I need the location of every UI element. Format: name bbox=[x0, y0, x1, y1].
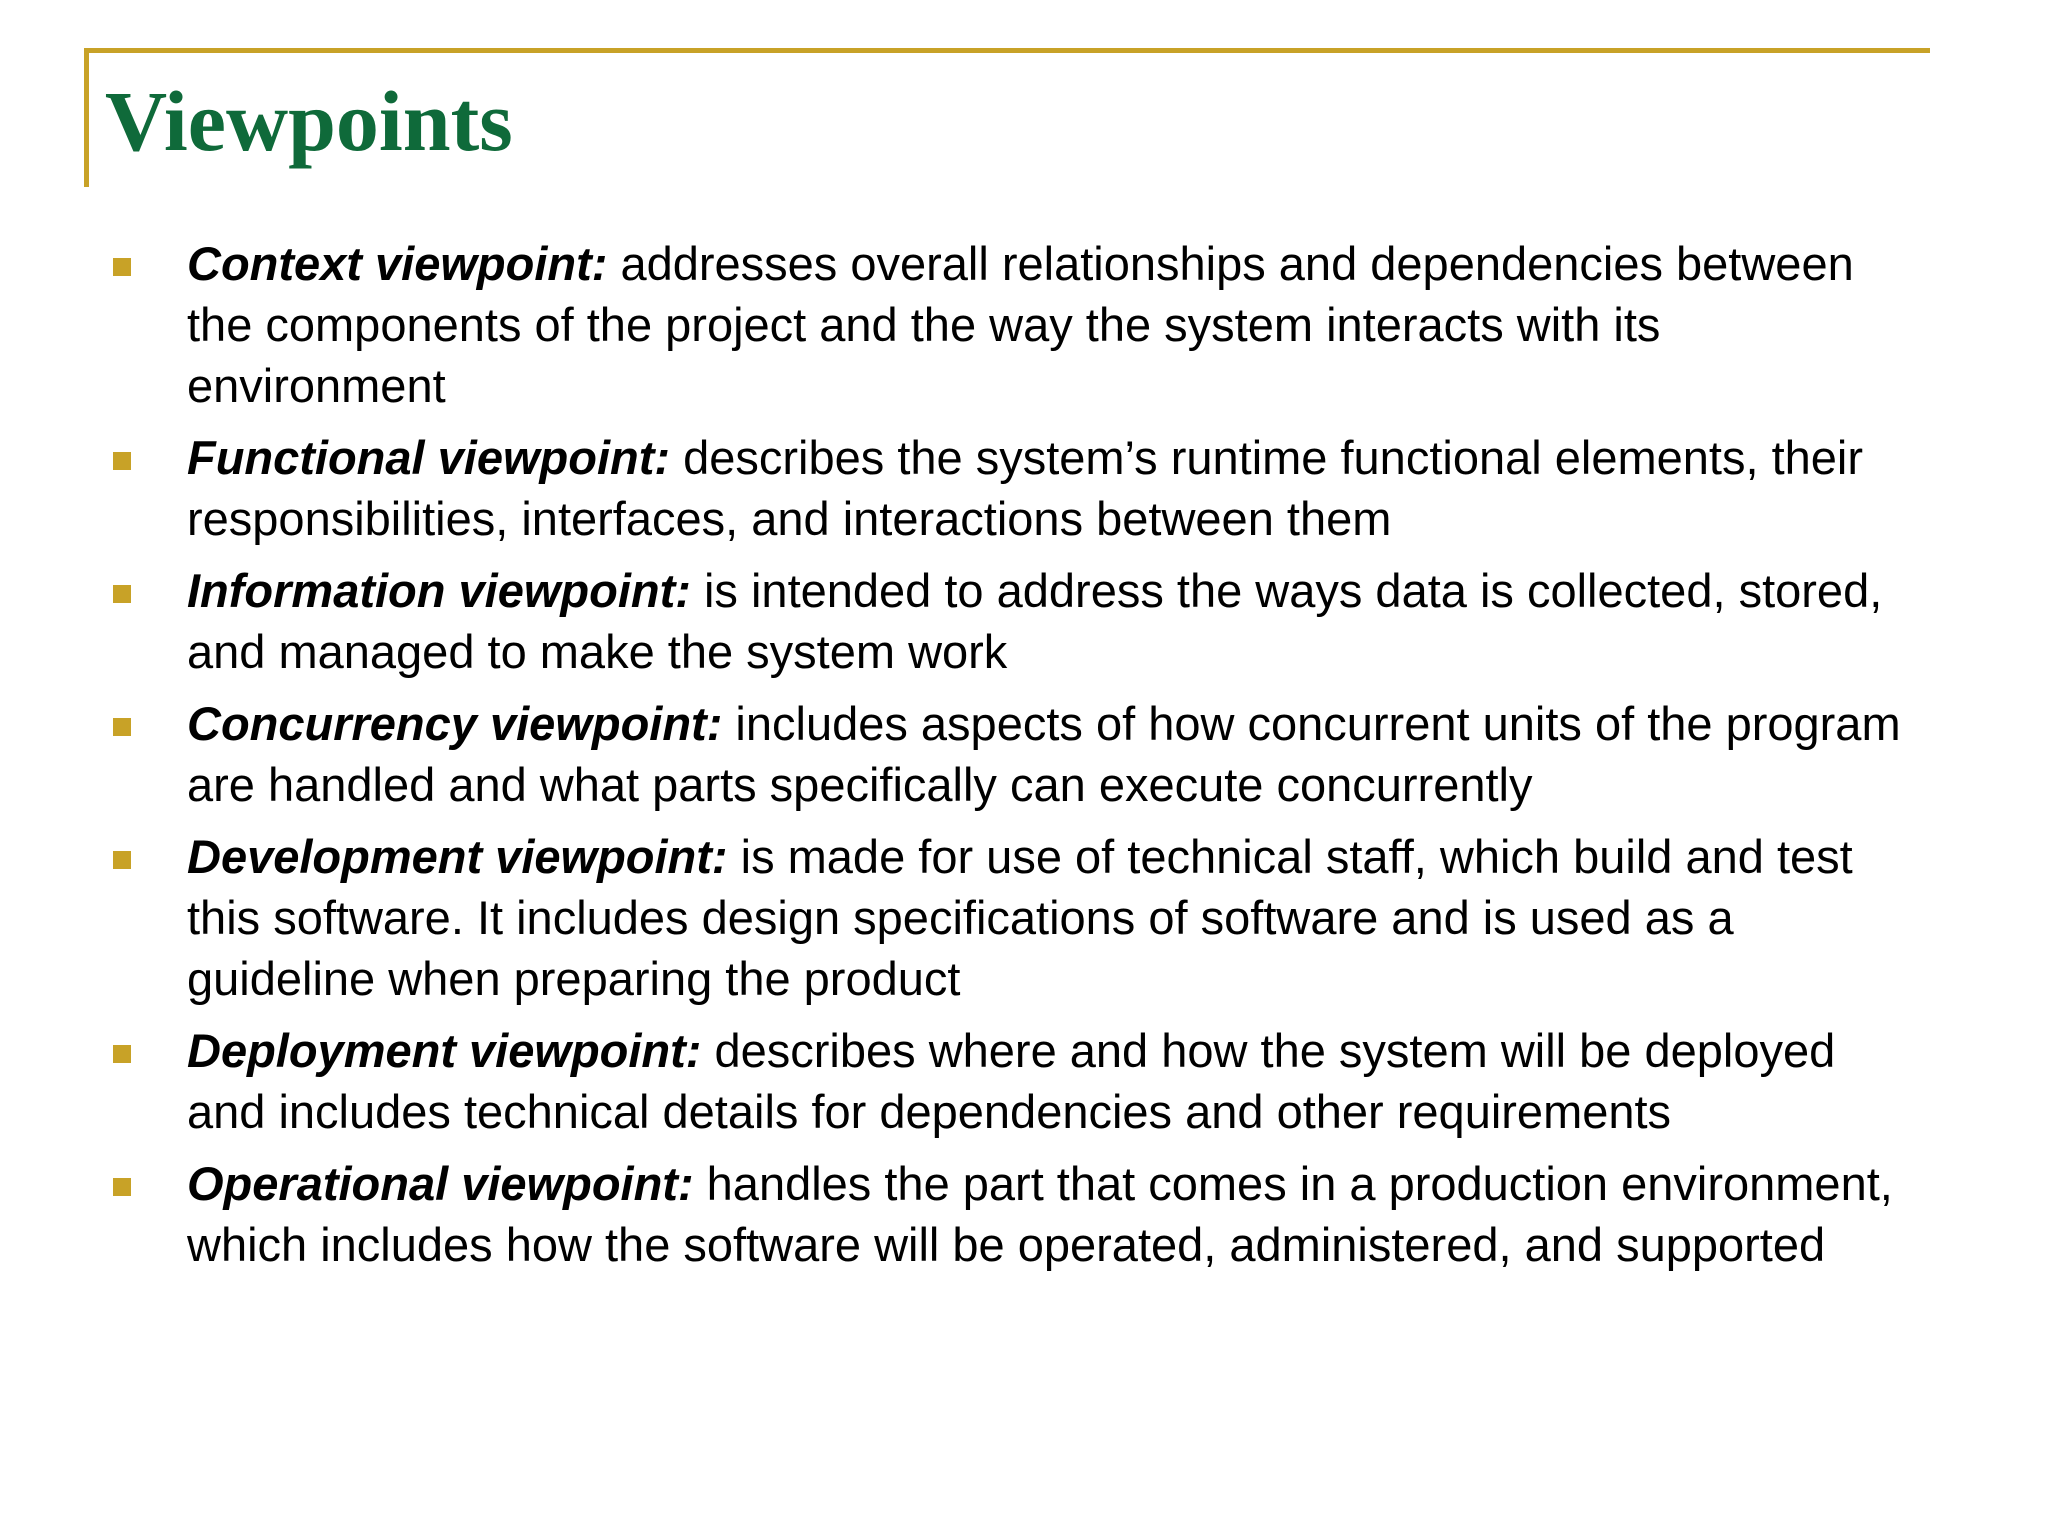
bullet-term: Functional viewpoint: bbox=[187, 431, 671, 484]
title-top-rule bbox=[84, 48, 1930, 53]
square-bullet-icon bbox=[113, 718, 131, 736]
bullet-item-deployment bbox=[0, 1020, 2048, 1142]
bullet-term: Development viewpoint: bbox=[187, 830, 728, 883]
bullet-term: Operational viewpoint: bbox=[187, 1157, 694, 1210]
bullet-item-context bbox=[0, 233, 2048, 416]
bullet-text bbox=[187, 693, 1907, 815]
bullet-term: Context viewpoint: bbox=[187, 237, 608, 290]
square-bullet-icon bbox=[113, 851, 131, 869]
bullet-text bbox=[187, 826, 1907, 1009]
bullet-list bbox=[0, 233, 2048, 1286]
bullet-description: addresses overall relationships and dependencies between the components of the project and the way the system interacts with its environment bbox=[187, 237, 1854, 412]
bullet-term: Deployment viewpoint: bbox=[187, 1024, 702, 1077]
bullet-description: handles the part that comes in a production environment, which includes how the software will be operated, administered, and supported bbox=[187, 1157, 1893, 1271]
square-bullet-icon bbox=[113, 452, 131, 470]
square-bullet-icon bbox=[113, 1045, 131, 1063]
bullet-term: Information viewpoint: bbox=[187, 564, 691, 617]
bullet-item-development bbox=[0, 826, 2048, 1009]
bullet-item-functional bbox=[0, 427, 2048, 549]
bullet-description: is made for use of technical staff, which build and test this software. It includes design specifications of software and is used as a guideline when preparing the product bbox=[187, 830, 1853, 1005]
bullet-text bbox=[187, 1153, 1907, 1275]
square-bullet-icon bbox=[113, 1178, 131, 1196]
bullet-description: describes where and how the system will be deployed and includes technical details for dependencies and other requirements bbox=[187, 1024, 1836, 1138]
bullet-text bbox=[187, 1020, 1907, 1142]
bullet-item-information bbox=[0, 560, 2048, 682]
bullet-description: is intended to address the ways data is collected, stored, and managed to make the system work bbox=[187, 564, 1883, 678]
bullet-item-concurrency bbox=[0, 693, 2048, 815]
bullet-description: includes aspects of how concurrent units of the program are handled and what parts specifically can execute concurrently bbox=[187, 697, 1901, 811]
title-left-rule bbox=[84, 48, 89, 187]
bullet-item-operational bbox=[0, 1153, 2048, 1275]
bullet-text bbox=[187, 560, 1907, 682]
slide-title: Viewpoints bbox=[105, 73, 513, 169]
bullet-text bbox=[187, 427, 1907, 549]
square-bullet-icon bbox=[113, 258, 131, 276]
bullet-description: describes the system’s runtime functional elements, their responsibilities, interfaces, and interactions between them bbox=[187, 431, 1863, 545]
bullet-text bbox=[187, 233, 1907, 416]
bullet-term: Concurrency viewpoint: bbox=[187, 697, 723, 750]
square-bullet-icon bbox=[113, 585, 131, 603]
